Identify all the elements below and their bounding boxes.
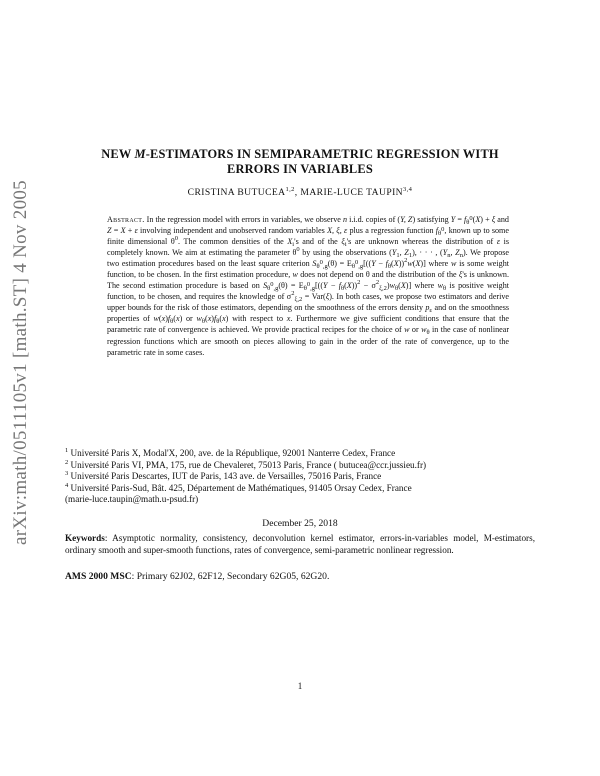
title-m: M (134, 147, 146, 161)
author-list: CRISTINA BUTUCEA$^{1,2}$, MARIE-LUCE TAUPIN$^{3,4}$ (187, 186, 413, 198)
abstract: Abstract. In the regression model with errors in variables, we observe n i.i.d. copies of (Y, Z) satisfying $Y = f_{\theta^0}(X) + \xi$ and Z = X + ε involving independent and unobserved random variables X, ξ, ε plus a regression function $f_{\theta^0}$, known up to some finite dimensional $\theta^0$. The common densities of the $X_i's$ and of the $\xi_i's$ are unknown whereas the distribution of ε is completely known. We aim at estimating the parameter $\theta^0$ by using the observations ($Y_1$, $Z_1$), · · · , ($Y_n$, $Z_n$). We propose two estimation procedures based on the least square criterion $S_{\theta^0,g}(\theta) = E_{\theta^0,g}[((Y - f_\theta(X))^2w(X)]$ where w is some weight function, to be chosen. In the first estimation procedure, w does not depend on θ and the distribution of the ξ's is unknown. The second estimation procedure is based on $S_{\theta^0,g}(\theta) = E_{\theta^0,g}[((Y - f_\theta(X))^2 - \sigma^2_{\xi,2})w_\theta(X)]$ where $w_\theta$ is positive weight function, to be chosen, and requires the knowledge of $\sigma^2_{\xi,2} = Var(\xi)$. In both cases, we propose two estimators and derive upper bounds for the risk of those estimators, depending on the smoothness of the errors density $p_\varepsilon$ and on the smoothness properties of $w(x)f_\theta(x)$ or $w_\theta(x)f_\theta(x)$ with respect to x. Furthermore we give sufficient conditions that ensure that the parametric rate of convergence is achieved. We provide practical recipes for the choice of w or $w_\theta$ in the case of nonlinear regression functions which are smooth on pieces allowing to gain in the order of the rate of convergence, up to the parametric rate in some cases. (107, 215, 510, 357)
keywords-label: Keywords (65, 533, 105, 543)
author-butucea: CRISTINA BUTUCEA (187, 187, 286, 198)
paper-title: NEW M-ESTIMATORS IN SEMIPARAMETRIC REGRESSION WITH ERRORS IN VARIABLES (101, 147, 499, 176)
author-taupin: MARIE-LUCE TAUPIN (300, 187, 403, 198)
affiliation-3: $^3$ Université Paris Descartes, IUT de Paris, 143 ave. de Versailles, 75016 Paris, France (65, 470, 382, 482)
arxiv-identifier: arXiv:math/0511105v1 [math.ST] 4 Nov 2005 (10, 180, 31, 545)
affiliations (65, 448, 535, 506)
ams-label: AMS 2000 MSC (65, 571, 132, 582)
paper-date: December 25, 2018 (262, 518, 338, 529)
ams-classification: AMS 2000 MSC: Primary 62J02, 62F12, Secondary 62G05, 62G20. (65, 571, 330, 582)
abstract-heading: Abstract. (107, 215, 145, 224)
keywords: Keywords: Asymptotic normality, consistency, deconvolution kernel estimator, errors-in-variables model, M-estimators, ordinary smooth and super-smooth functions, rates of convergence, semi-parametric nonlinear regression. (65, 533, 535, 555)
affiliation-email: (marie-luce.taupin@math.u-psud.fr) (65, 494, 199, 505)
affiliation-4: $^4$ Université Paris-Sud, Bât. 425, Département de Mathématiques, 91405 Orsay Cedex, France (65, 481, 412, 493)
affiliation-2: $^2$ Université Paris VI, PMA, 175, rue de Chevaleret, 75013 Paris, France ( butucea@ccr.jussieu.fr) (65, 458, 427, 470)
page-number: 1 (297, 681, 303, 691)
affiliation-1: $^1$ Université Paris X, Modal'X, 200, ave. de la République, 92001 Nanterre Cedex, France (65, 447, 396, 458)
